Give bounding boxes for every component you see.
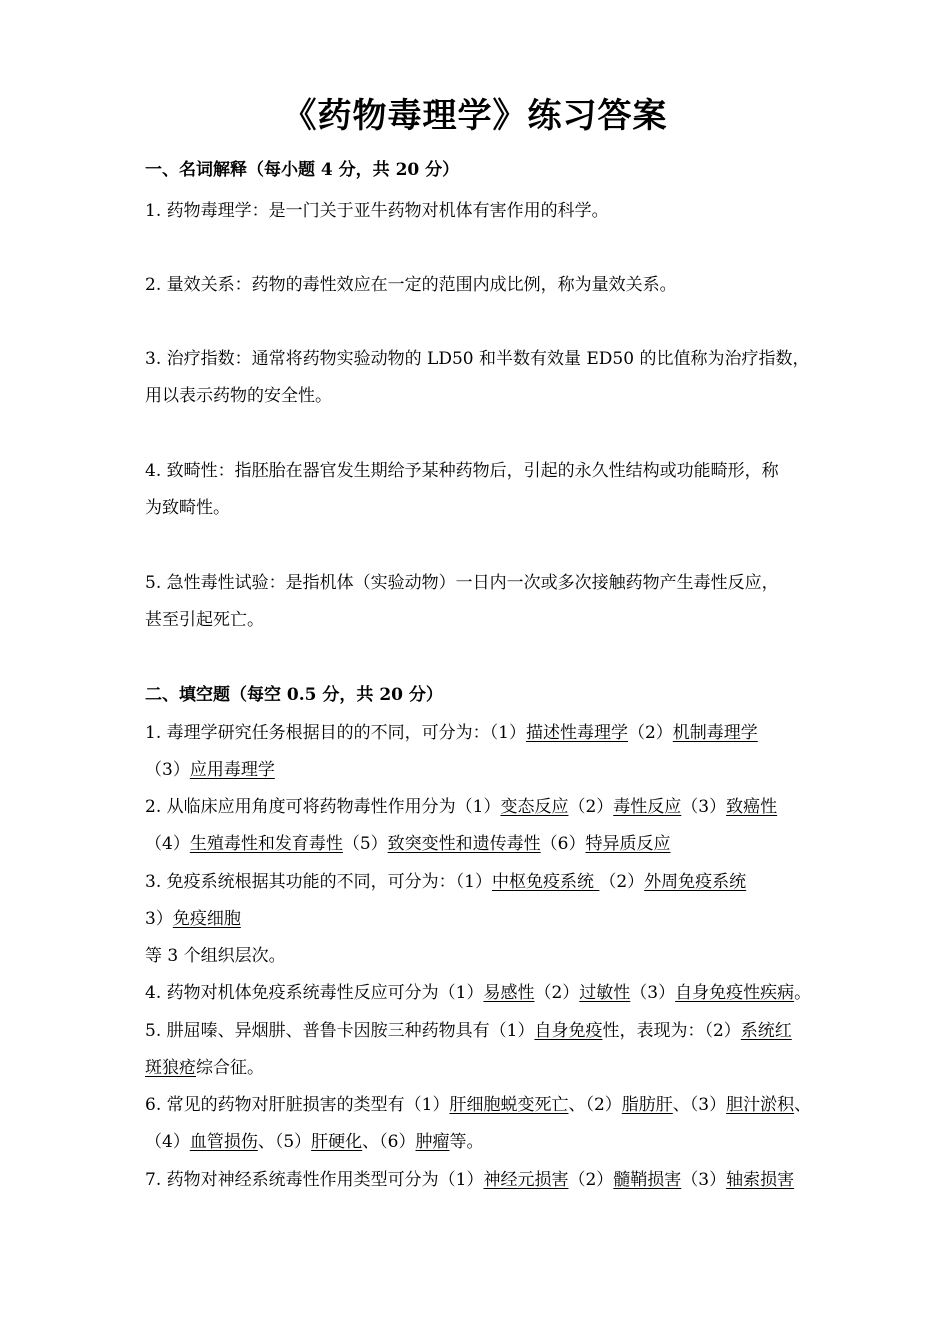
answer-blank: 髓鞘损害 [613,1170,682,1190]
question-text: （3） [681,1170,727,1190]
answer-blank: 自身免疫 [534,1021,603,1041]
answer-blank: 应用毒理学 [189,760,275,780]
question-text: （3） [145,760,190,780]
question-text: （2） [599,872,645,892]
answer-blank: 胆汁淤积 [726,1095,795,1115]
question-text: 7. 药物对神经系统毒性作用类型可分为（1） [145,1170,484,1190]
question-text: 等。 [449,1132,484,1152]
question-text: 。 [794,983,812,1003]
answer-blank: 描述性毒理学 [525,723,628,743]
answer-blank: 致突变性和遗传毒性 [387,834,541,854]
answer-blank: 神经元损害 [483,1170,569,1190]
question-text: 6. 常见的药物对肝脏损害的类型有（1） [145,1095,450,1115]
question-text: 2. 从临床应用角度可将药物毒性作用分为（1） [145,797,501,817]
definition-item: 5. 急性毒性试验：是指机体（实验动物）一日内一次或多次接触药物产生毒性反应， [145,573,779,593]
answer-blank: 自身免疫性疾病 [675,983,795,1003]
answer-blank: 免疫细胞 [172,909,241,929]
fill-question-7 [145,1165,865,1190]
question-text: （3） [681,797,727,817]
answer-blank: 肝细胞蜕变死亡 [449,1095,569,1115]
question-text: 4. 药物对机体免疫系统毒性反应可分为（1） [145,983,484,1003]
answer-blank: 生殖毒性和发育毒性 [189,834,343,854]
answer-blank: 过敏性 [579,983,631,1003]
fill-question-2-continued [145,829,865,854]
question-text: 、 [794,1095,812,1115]
fill-question-5-continued [145,1053,865,1078]
question-text: 、（5） [257,1132,312,1152]
question-text: （4） [145,1132,190,1152]
section-heading-fill-in: 二、填空题（每空 0.5 分，共 20 分） [145,685,443,705]
definition-item: 4. 致畸性：指胚胎在器官发生期给予某种药物后，引起的永久性结构或功能畸形，称 [145,461,779,481]
answer-blank: 血管损伤 [189,1132,258,1152]
answer-blank: 肝硬化 [311,1132,363,1152]
question-text: （6） [540,834,586,854]
question-text: （3） [630,983,676,1003]
definition-item: 1. 药物毒理学：是一门关于亚牛药物对机体有害作用的科学。 [145,201,609,221]
question-text: 3. 免疫系统根据其功能的不同，可分为：（1） [145,872,492,892]
answer-blank: 致癌性 [726,797,778,817]
question-text: 5. 肼屈嗪、异烟肼、普鲁卡因胺三种药物具有（1） [145,1021,535,1041]
fill-question-1-continued [145,755,865,780]
question-text: （4） [145,834,190,854]
answer-blank: 系统红 [740,1021,792,1041]
answer-blank: 毒性反应 [613,797,682,817]
answer-blank: 轴索损害 [726,1170,795,1190]
question-text: 、（3） [672,1095,727,1115]
question-text: 、（2） [568,1095,622,1115]
definition-item-continued: 为致畸性。 [145,498,230,518]
answer-blank: 中枢免疫系统 [491,872,594,892]
definition-item-continued: 用以表示药物的安全性。 [145,386,332,406]
fill-question-6 [145,1090,865,1115]
section-heading-definitions: 一、名词解释（每小题 4 分，共 20 分） [145,160,460,180]
question-text: （2） [627,723,673,743]
question-text: 、（6） [362,1132,416,1152]
fill-question-3 [145,867,865,892]
question-text: 3） [145,909,173,929]
definition-item: 2. 量效关系：药物的毒性效应在一定的范围内成比例，称为量效关系。 [145,275,677,295]
answer-blank: 机制毒理学 [672,723,758,743]
fill-question-3-continued: 等 3 个组织层次。 [145,946,286,966]
page-title: 《药物毒理学》练习答案 [282,96,668,136]
answer-blank: 外周免疫系统 [644,872,747,892]
fill-question-5 [145,1016,865,1041]
fill-question-2 [145,792,865,817]
question-text: 综合征。 [196,1058,264,1078]
fill-question-4 [145,978,865,1003]
answer-blank: 脂肪肝 [621,1095,673,1115]
fill-question-6-continued [145,1127,865,1152]
question-text: （2） [568,1170,614,1190]
definition-item-continued: 甚至引起死亡。 [145,610,264,630]
answer-blank: 特异质反应 [585,834,671,854]
fill-question-1 [145,718,865,743]
definition-item: 3. 治疗指数：通常将药物实验动物的 LD50 和半数有效量 ED50 的比值称为治疗指数， [145,349,810,369]
answer-blank: 肿瘤 [415,1132,450,1152]
question-text: 1. 毒理学研究任务根据目的的不同，可分为：（1） [145,723,526,743]
answer-blank: 斑狼疮 [145,1058,196,1078]
answer-blank: 易感性 [483,983,535,1003]
question-text: （5） [342,834,388,854]
fill-question-3-continued [145,904,865,929]
question-text: （2） [568,797,614,817]
question-text: 性，表现为：（2） [602,1021,741,1041]
question-text: （2） [534,983,580,1003]
answer-blank: 变态反应 [500,797,569,817]
